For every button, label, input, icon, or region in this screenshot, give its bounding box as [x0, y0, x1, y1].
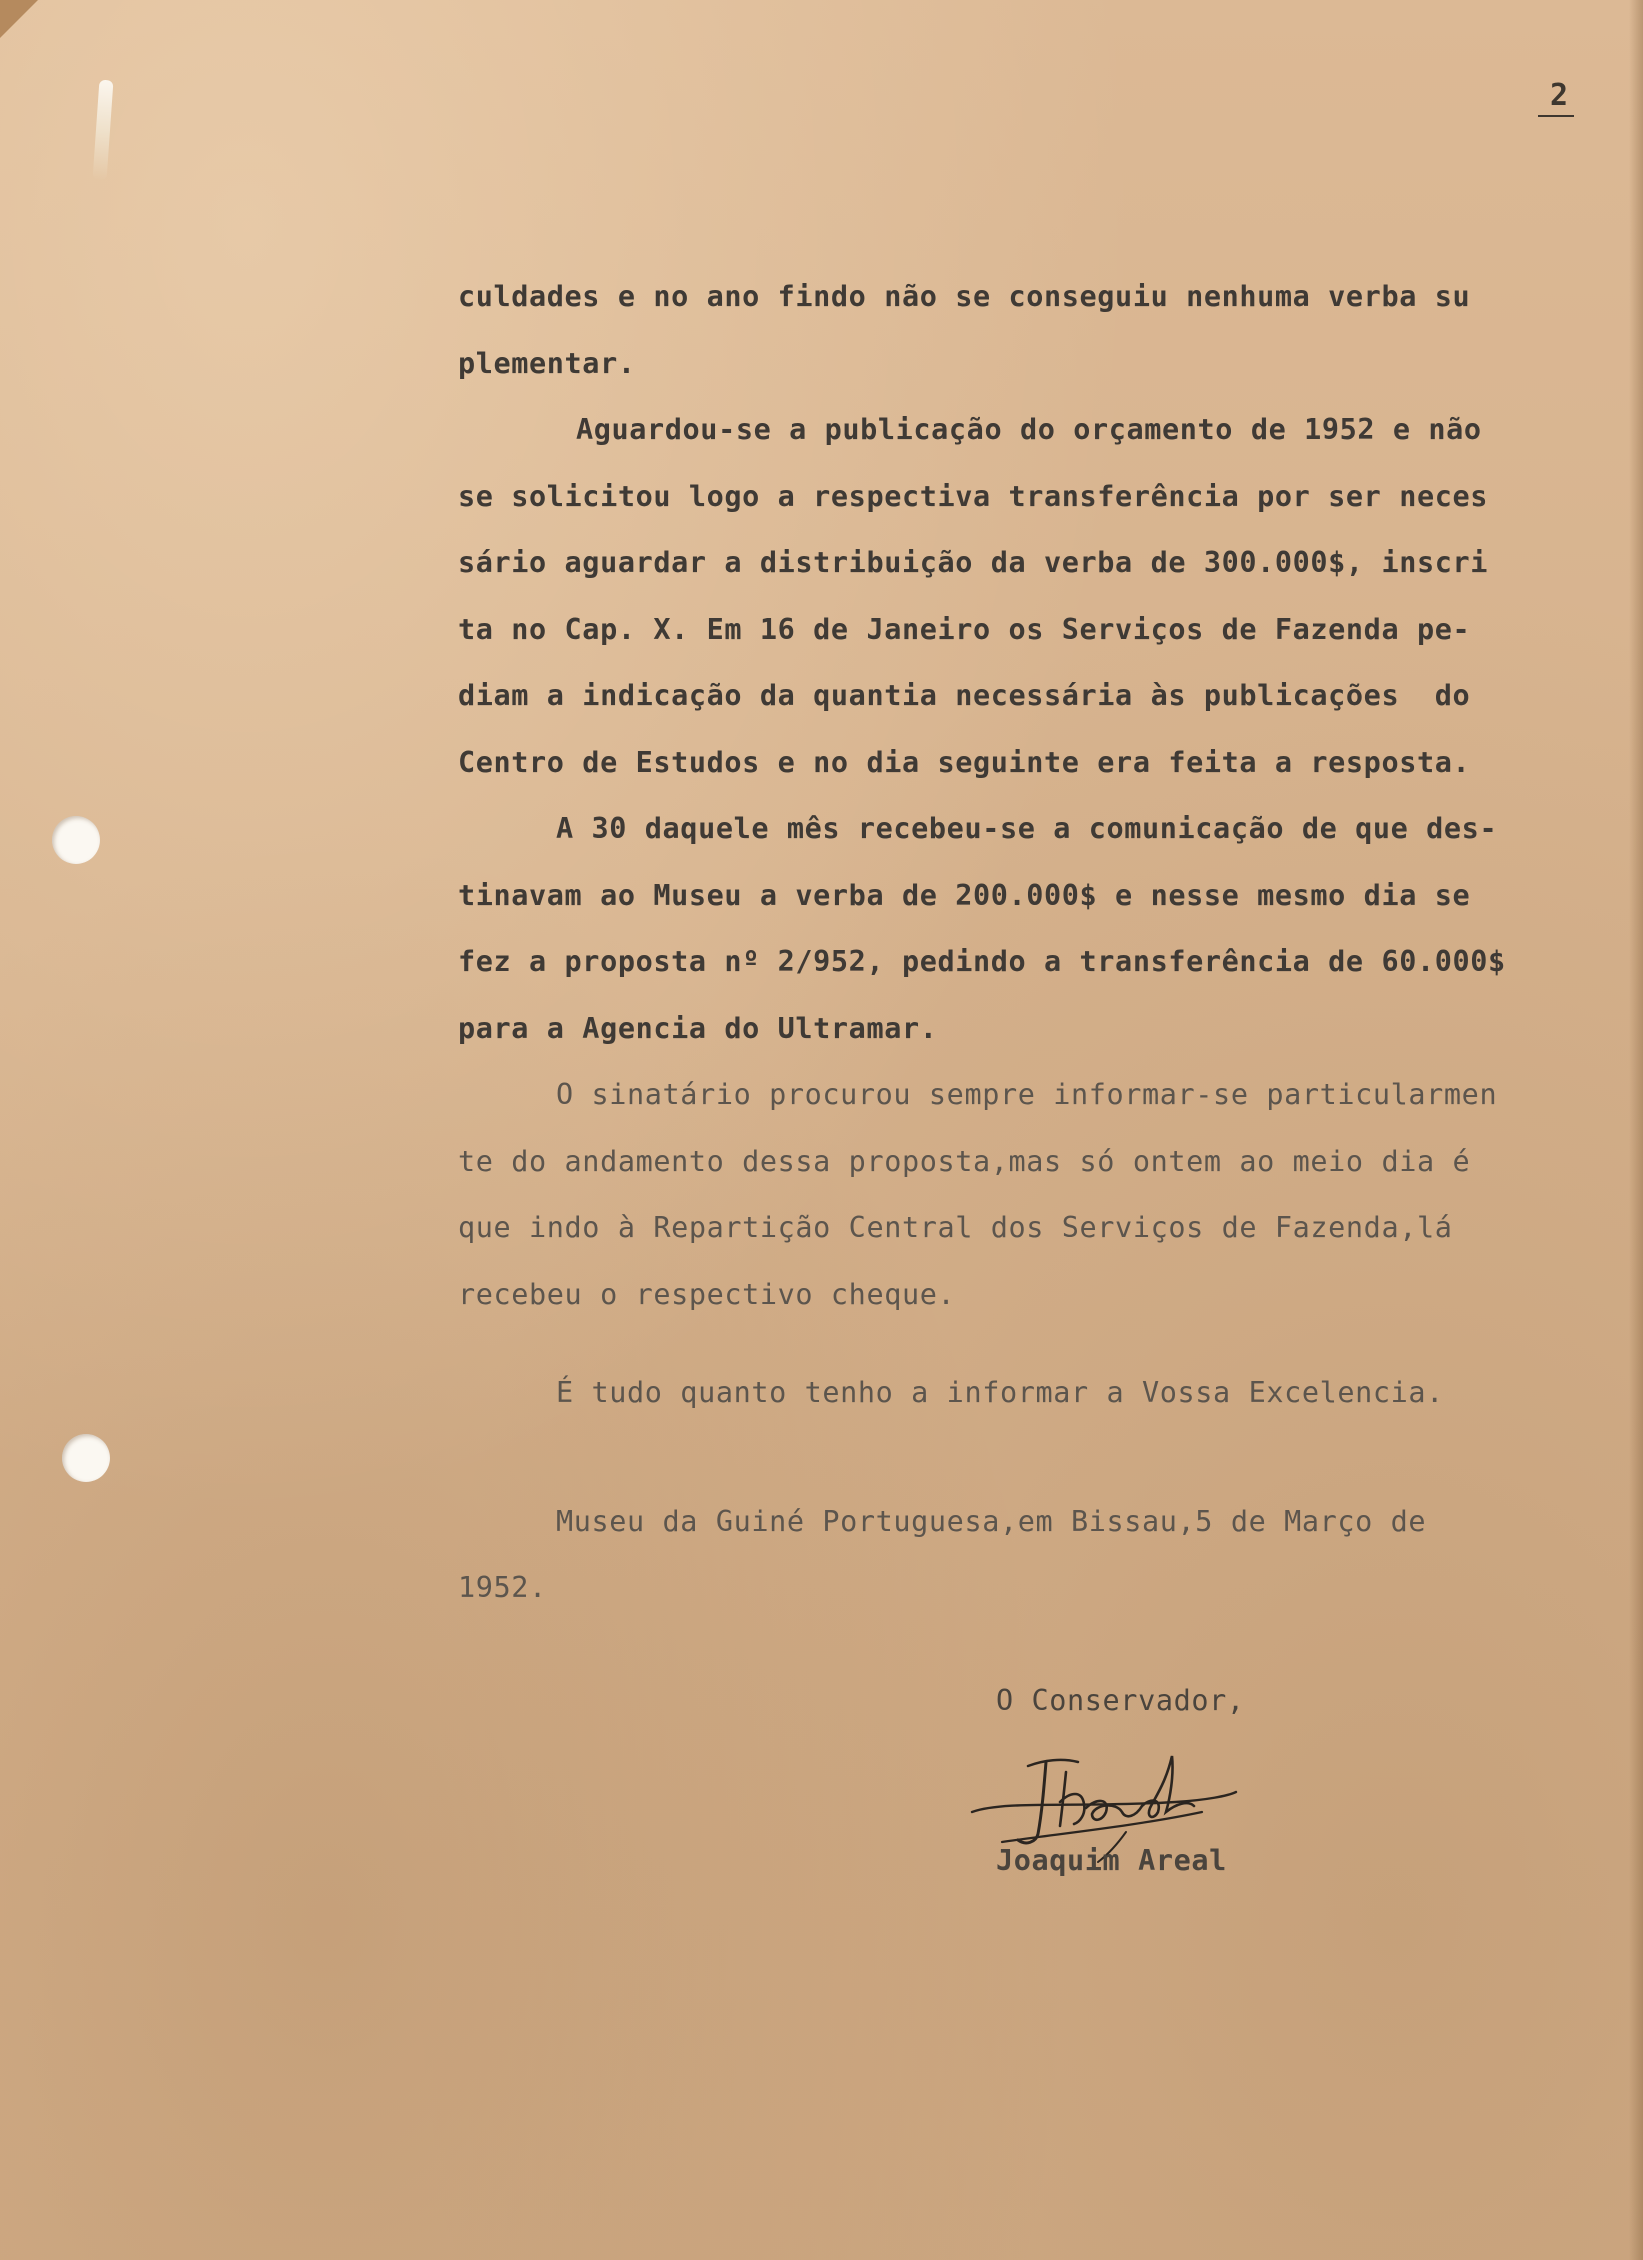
- closing-title: O Conservador,: [996, 1684, 1245, 1717]
- text-line: É tudo quanto tenho a informar a Vossa Excelencia.: [556, 1376, 1444, 1409]
- text-line: culdades e no ano findo não se conseguiu nenhuma verba su: [458, 280, 1471, 313]
- signature-block: [996, 1676, 1245, 1877]
- text-line: recebeu o respectivo cheque.: [458, 1277, 956, 1311]
- text-line: O sinatário procurou sempre informar-se particularmen: [556, 1078, 1498, 1111]
- text-line: sário aguardar a distribuição da verba de 300.000$, inscri: [458, 546, 1488, 579]
- text-line: plementar.: [458, 346, 636, 380]
- text-line: A 30 daquele mês recebeu-se a comunicação de que des-: [556, 812, 1498, 845]
- year-line: 1952.: [458, 1571, 547, 1604]
- text-line: tinavam ao Museu a verba de 200.000$ e nesse mesmo dia se: [458, 878, 1471, 912]
- text-line: para a Agencia do Ultramar.: [458, 1011, 938, 1045]
- torn-paper-mark: [93, 80, 114, 181]
- text-line: te do andamento dessa proposta,mas só ontem ao meio dia é: [458, 1144, 1471, 1178]
- punch-hole-top: [52, 816, 100, 864]
- text-line: fez a proposta nº 2/952, pedindo a transferência de 60.000$: [458, 945, 1506, 978]
- text-line: diam a indicação da quantia necessária às publicações do: [458, 679, 1471, 712]
- punch-hole-bottom: [62, 1434, 110, 1482]
- page-number: 2: [1538, 78, 1574, 117]
- signer-name: Joaquim Areal: [996, 1844, 1227, 1877]
- folded-corner: [0, 0, 38, 38]
- text-line: ta no Cap. X. Em 16 de Janeiro os Serviços de Fazenda pe-: [458, 612, 1471, 646]
- text-line: Centro de Estudos e no dia seguinte era feita a resposta.: [458, 745, 1471, 779]
- place-date-line: Museu da Guiné Portuguesa,em Bissau,5 de Março de: [556, 1504, 1427, 1538]
- text-line: se solicitou logo a respectiva transferência por ser neces: [458, 479, 1488, 513]
- text-line: que indo à Repartição Central dos Serviços de Fazenda,lá: [458, 1211, 1453, 1244]
- text-line: Aguardou-se a publicação do orçamento de 1952 e não: [576, 413, 1482, 446]
- letter-body: [458, 272, 1608, 1630]
- page-edge-shadow: [1629, 0, 1643, 2260]
